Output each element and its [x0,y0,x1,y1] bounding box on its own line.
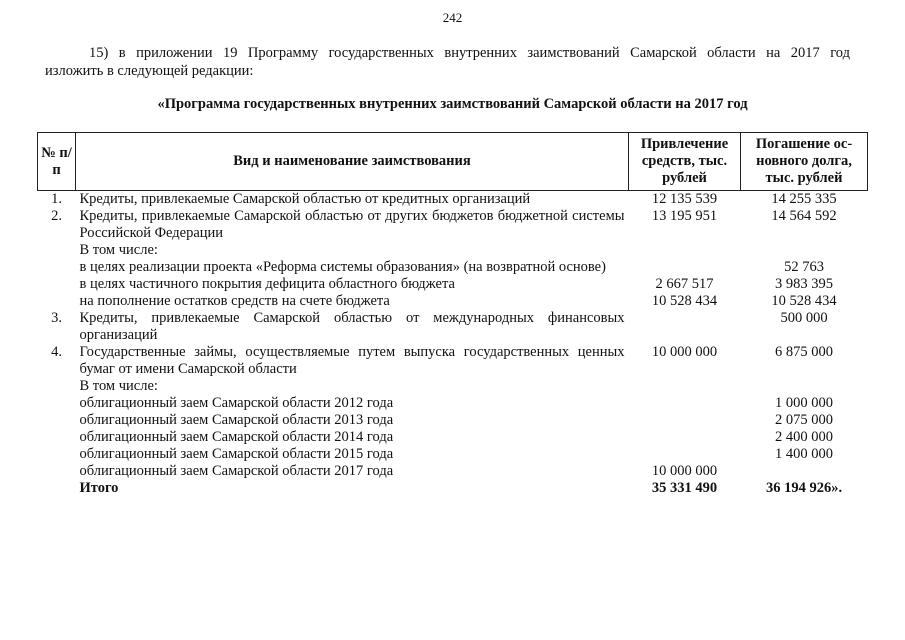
row-borrowing: 12 135 539 [651,191,718,207]
row-borrowing [629,429,741,446]
row-name: облигационный заем Самарской области 2014 года [79,429,394,445]
header-repayment: Погашение ос-новного долга, тыс. рублей [741,133,868,191]
row-repayment: 1 400 000 [775,446,833,462]
row-name: в целях частичного покрытия дефицита областного бюджета [79,276,455,292]
row-borrowing: 13 195 951 [651,208,718,224]
row-borrowing: 2 667 517 [655,276,714,292]
row-number: 3. [51,310,62,326]
row-borrowing [629,242,741,259]
row-repayment: 14 255 335 [771,191,837,207]
header-name: Вид и наименование заимствования [76,133,629,191]
row-borrowing [629,446,741,463]
table-row [38,412,868,429]
total-row [38,480,868,497]
row-repayment: 2 075 000 [775,412,833,428]
row-number [38,429,76,446]
row-name: облигационный заем Самарской области 2017 года [79,463,394,479]
intro-paragraph [45,44,850,80]
row-name: Государственные займы, осуществляемые путем выпуска государственных ценных бумаг от имени Самарской области [79,344,625,377]
row-name: Кредиты, привлекаемые Самарской областью от других бюджетов бюджетной системы Российской Федерации [79,208,625,241]
program-title: «Программа государственных внутренних заимствований Самарской области на 2017 год [157,96,748,112]
row-name: Кредиты, привлекаемые Самарской областью от международных финансовых организаций [79,310,625,343]
row-repayment: 2 400 000 [775,429,833,445]
header-number: № п/п [38,133,76,191]
row-number [38,378,76,395]
table-header-row [38,133,868,191]
row-borrowing [629,395,741,412]
row-number [38,293,76,310]
row-borrowing: 10 000 000 [651,463,718,479]
row-repayment [741,242,868,259]
row-name: облигационный заем Самарской области 2012 года [79,395,394,411]
row-number: 2. [51,208,62,224]
total-repayment: 36 194 926». [765,480,843,496]
row-borrowing: 10 528 434 [651,293,718,309]
row-number [38,446,76,463]
row-name: В том числе: [79,378,158,394]
table-row [38,293,868,310]
intro-line-2: изложить в следующей редакции: [45,63,254,79]
row-name: на пополнение остатков средств на счете бюджета [79,293,390,309]
row-name: облигационный заем Самарской области 2015 года [79,446,394,462]
row-number [38,395,76,412]
page-number: 242 [442,10,463,25]
row-number: 4. [51,344,62,360]
header-borrowing: Привлечение средств, тыс. рублей [629,133,741,191]
row-repayment: 14 564 592 [771,208,837,224]
table-row [38,259,868,276]
row-number [38,242,76,259]
row-number: 1. [51,191,62,207]
row-repayment [741,378,868,395]
row-repayment [741,463,868,480]
total-borrowing: 35 331 490 [651,480,718,496]
row-borrowing [629,310,741,344]
total-number [38,480,76,497]
table-row [38,276,868,293]
row-repayment: 1 000 000 [775,395,833,411]
row-number [38,463,76,480]
row-name: В том числе: [79,242,158,258]
row-number [38,259,76,276]
row-repayment: 10 528 434 [771,293,837,309]
table-row [38,429,868,446]
table-row [38,463,868,480]
borrowing-program-table [37,132,868,497]
table-row [38,446,868,463]
row-name: в целях реализации проекта «Реформа системы образования» (на возвратной основе) [79,259,606,275]
table-row [38,378,868,395]
row-number [38,276,76,293]
row-repayment: 6 875 000 [775,344,833,360]
table-row [38,310,868,344]
table-row [38,344,868,378]
table-row [38,242,868,259]
table-row [38,395,868,412]
row-repayment: 500 000 [780,310,828,326]
intro-line-1: 15) в приложении 19 Программу государственных внутренних заимствований Самарской области на 2017 год [89,45,850,61]
table-row [38,208,868,242]
row-name: облигационный заем Самарской области 2013 года [79,412,394,428]
table-row [38,191,868,209]
row-repayment: 3 983 395 [775,276,833,292]
row-borrowing [629,259,741,276]
row-borrowing [629,412,741,429]
row-borrowing: 10 000 000 [651,344,718,360]
row-borrowing [629,378,741,395]
row-repayment: 52 763 [784,259,824,275]
row-number [38,412,76,429]
total-label: Итого [79,480,119,496]
row-name: Кредиты, привлекаемые Самарской областью от кредитных организаций [79,191,531,207]
